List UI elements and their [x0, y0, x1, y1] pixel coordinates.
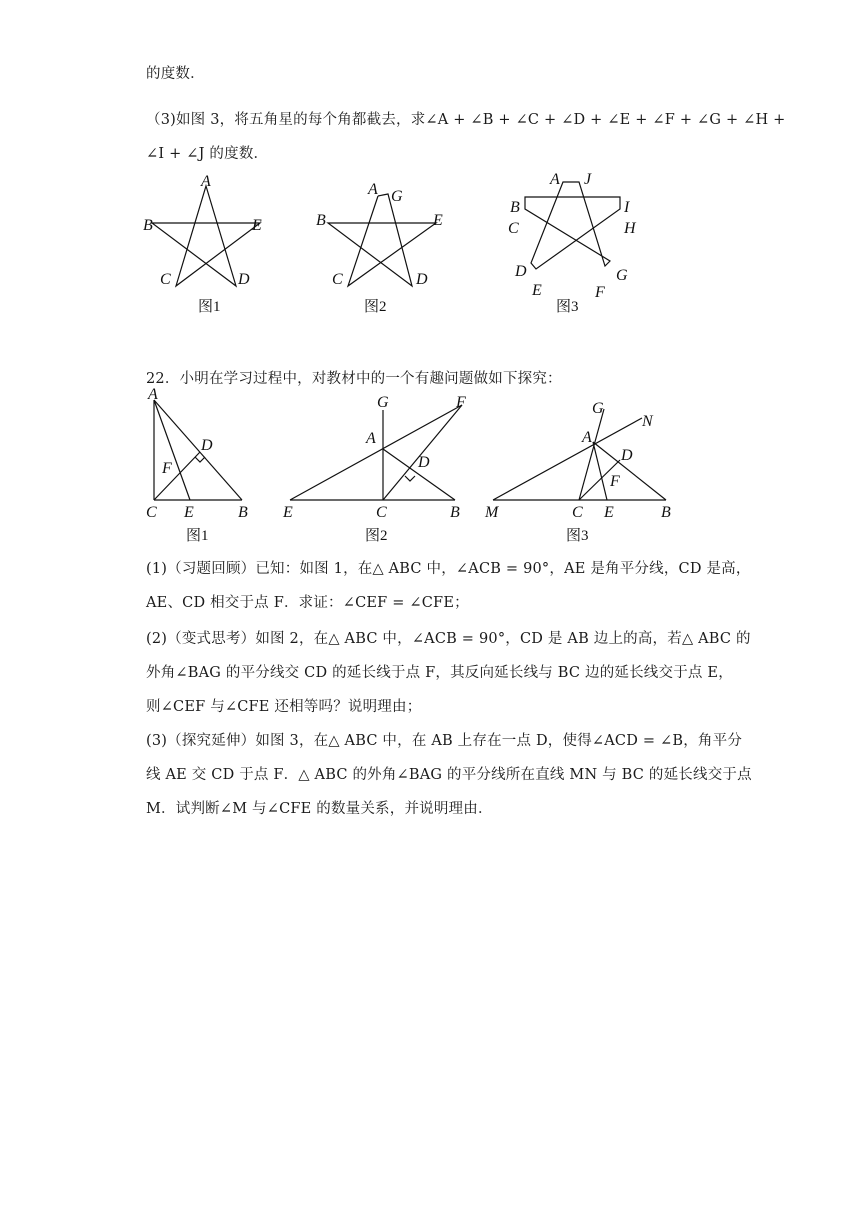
triangle-figure-2	[280, 385, 480, 545]
star-3-caption: 图3	[556, 299, 579, 315]
star-3-outline	[525, 182, 620, 269]
tri-3-label-n: N	[642, 413, 653, 430]
star-2-label-c: C	[332, 271, 343, 288]
tri-3-label-c: C	[572, 504, 583, 521]
tri-1-label-e: E	[184, 504, 194, 521]
tri-2-label-b: B	[450, 504, 460, 521]
tri-1-label-b: B	[238, 504, 248, 521]
q22-part1-line1: (1)（习题回顾）已知：如图 1，在△ ABC 中，∠ACB = 90°，AE 是角平分线，CD 是高，	[146, 561, 751, 577]
triangle-figure-3	[480, 385, 690, 545]
star-1-label-e: E	[252, 217, 262, 234]
tri-2-label-a: A	[366, 430, 376, 447]
q22-part3-line1: (3)（探究延伸）如图 3，在△ ABC 中，在 AB 上存在一点 D，使得∠ACD = ∠B，角平分	[146, 733, 743, 749]
prev-question-part3-line1: （3)如图 3，将五角星的每个角都截去，求∠A + ∠B + ∠C + ∠D + ∠E + ∠F + ∠G + ∠H +	[146, 112, 786, 128]
tri-3-label-m: M	[485, 504, 499, 521]
star-figure-1	[140, 168, 280, 318]
line-ef	[290, 405, 462, 500]
star-figure-3	[502, 168, 652, 318]
star-3-label-h: H	[624, 220, 636, 237]
star-3-label-g: G	[616, 267, 628, 284]
q22-part3-line3: M．试判断∠M 与∠CFE 的数量关系，并说明理由．	[146, 801, 493, 817]
tri-3-label-b: B	[661, 504, 671, 521]
tri-2-label-d: D	[418, 454, 430, 471]
tri-3-label-d: D	[621, 447, 633, 464]
bisector-ae	[154, 400, 190, 500]
star-2-label-e: E	[433, 212, 443, 229]
altitude-cd	[154, 452, 200, 500]
prev-question-part3-line2: ∠I + ∠J 的度数．	[146, 146, 269, 162]
star-2-label-a: A	[368, 181, 378, 198]
side-ab	[154, 400, 242, 500]
prev-question-tail: 的度数．	[146, 66, 205, 82]
q22-part2-line1: (2)（变式思考）如图 2，在△ ABC 中，∠ACB = 90°，CD 是 AB 边上的高，若△ ABC 的	[146, 631, 751, 647]
star-1-label-a: A	[201, 173, 211, 190]
tri-2-label-c: C	[376, 504, 387, 521]
right-angle-mark-2	[405, 476, 415, 481]
tri-1-label-a: A	[148, 386, 158, 403]
tri-2-label-g: G	[377, 394, 389, 411]
star-2-label-d: D	[416, 271, 428, 288]
tri-2-label-e: E	[283, 504, 293, 521]
tri-3-label-a: A	[582, 429, 592, 446]
triangle-figure-1	[140, 385, 260, 545]
star-1-label-c: C	[160, 271, 171, 288]
line-cg-3	[579, 409, 604, 500]
star-3-label-j: J	[584, 171, 592, 188]
star-3-label-d: D	[515, 263, 527, 280]
star-2-label-b: B	[316, 212, 326, 229]
star-2-label-g: G	[391, 188, 403, 205]
star-3-label-b: B	[510, 199, 520, 216]
star-3-label-a: A	[550, 171, 560, 188]
tri-1-caption: 图1	[186, 528, 209, 544]
tri-3-label-e: E	[604, 504, 614, 521]
tri-1-label-c: C	[146, 504, 157, 521]
tri-2-label-f: F	[456, 394, 466, 411]
tri-3-label-f: F	[610, 473, 620, 490]
right-angle-mark	[195, 457, 205, 462]
star-3-label-f: F	[595, 284, 605, 301]
tri-2-caption: 图2	[365, 528, 388, 544]
star-3-label-e: E	[532, 282, 542, 299]
star-3-label-i: I	[624, 199, 630, 216]
star-3-label-c: C	[508, 220, 519, 237]
tri-1-label-d: D	[201, 437, 213, 454]
star-1-caption: 图1	[198, 299, 221, 315]
star-figure-2	[312, 168, 457, 318]
q22-part1-line2: AE、CD 相交于点 F．求证：∠CEF = ∠CFE；	[146, 595, 469, 611]
tri-1-label-f: F	[162, 460, 172, 477]
q22-title: 22．小明在学习过程中，对教材中的一个有趣问题做如下探究：	[146, 371, 562, 387]
star-1-label-b: B	[143, 217, 153, 234]
q22-part2-line2: 外角∠BAG 的平分线交 CD 的延长线于点 F，其反向延长线与 BC 边的延长线交于点 E，	[146, 665, 733, 681]
tri-3-caption: 图3	[566, 528, 589, 544]
star-2-caption: 图2	[364, 299, 387, 315]
q22-part3-line2: 线 AE 交 CD 于点 F．△ ABC 的外角∠BAG 的平分线所在直线 MN 与 BC 的延长线交于点	[146, 767, 752, 783]
line-cf	[383, 405, 462, 500]
q22-part2-line3: 则∠CEF 与∠CFE 还相等吗？说明理由；	[146, 699, 422, 715]
tri-3-label-g: G	[592, 400, 604, 417]
star-1-label-d: D	[238, 271, 250, 288]
